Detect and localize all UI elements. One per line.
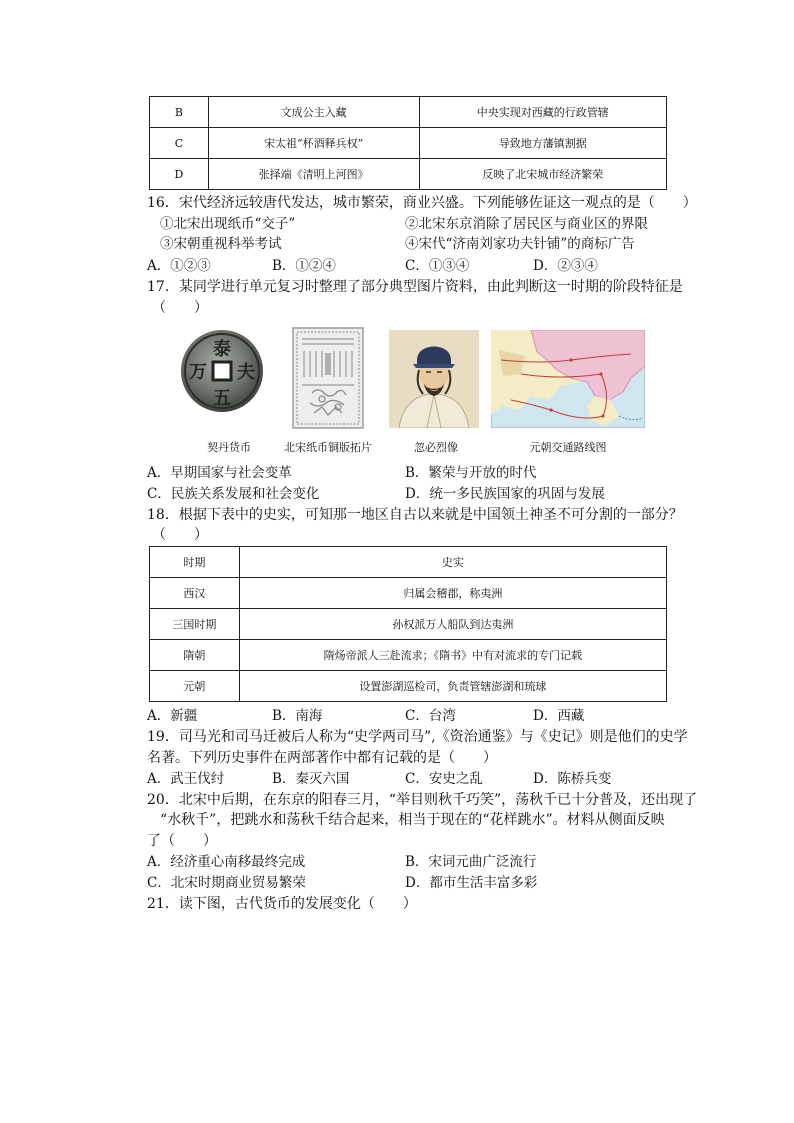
q16-option-a[interactable]: A．①②③ — [147, 258, 211, 274]
q17-stem: 17．某同学进行单元复习时整理了部分典型图片资料，由此判断这一时期的阶段特征是 — [147, 279, 683, 295]
q18-option-b[interactable]: B．南海 — [272, 708, 323, 724]
q16-item-4: ④宋代“济南刘家功夫针铺”的商标广告 — [405, 236, 635, 252]
q19-option-c[interactable]: C．安史之乱 — [405, 771, 483, 787]
table-row — [150, 640, 667, 671]
q16-item-2: ②北宋东京消除了居民区与商业区的界限 — [405, 216, 648, 232]
table-row — [150, 609, 667, 640]
fact-cell: 归属会稽郡，称夷洲 — [239, 578, 666, 609]
table-header-row — [150, 547, 667, 578]
q16-item-3: ③宋朝重视科举考试 — [160, 236, 282, 252]
q16-option-d[interactable]: D．②③④ — [533, 258, 598, 274]
q18-option-d[interactable]: D．西藏 — [533, 708, 585, 724]
q20-stem-line1: 20．北宋中后期，在东京的阳春三月，“举目则秋千巧笑”，荡秋千已十分普及，还出现了 — [147, 792, 698, 808]
q19-stem-line1: 19．司马光和司马迁被后人称为“史学两司马”,《资治通鉴》与《史记》则是他们的史学 — [147, 729, 688, 745]
q20-option-c[interactable]: C．北宋时期商业贸易繁荣 — [147, 875, 306, 891]
q17-option-a[interactable]: A．早期国家与社会变革 — [147, 465, 292, 481]
option-letter: B — [150, 97, 209, 128]
coin-char-top: 泰 — [213, 339, 231, 360]
period-cell: 隋朝 — [150, 640, 240, 671]
fact-cell: 孙权派万人船队到达夷洲 — [239, 609, 666, 640]
q17-option-c[interactable]: C．民族关系发展和社会变化 — [147, 486, 320, 502]
q17-option-d[interactable]: D．统一多民族国家的巩固与发展 — [405, 486, 605, 502]
q20-stem-line3: 了（ ） — [147, 833, 217, 849]
q21-stem: 21．读下图，古代货币的发展变化（ ） — [147, 896, 417, 912]
q20-stem-line2: “水秋千”，把跳水和荡秋千结合起来，相当于现在的“花样跳水”。材料从侧面反映 — [160, 812, 665, 828]
q19-stem-line2: 名著。下列历史事件在两部著作中都有记载的是（ ） — [147, 750, 497, 766]
q16-stem: 16．宋代经济远较唐代发达，城市繁荣，商业兴盛。下列能够佐证这一观点的是（ ） — [147, 195, 697, 211]
q17-stem-cont: （ ） — [152, 300, 208, 316]
result-cell: 反映了北宋城市经济繁荣 — [419, 159, 667, 190]
q19-option-b[interactable]: B．秦灭六国 — [272, 771, 350, 787]
caption-khitan-coin: 契丹货币 — [207, 441, 251, 454]
header-period: 时期 — [150, 547, 240, 578]
table-row — [150, 578, 667, 609]
q16-option-b[interactable]: B．①②④ — [272, 258, 336, 274]
coin-char-left: 万 — [189, 362, 207, 383]
coin-char-right: 夫 — [237, 362, 255, 383]
q17-option-b[interactable]: B．繁荣与开放的时代 — [405, 465, 537, 481]
q19-option-d[interactable]: D．陈桥兵变 — [533, 771, 612, 787]
q18-stem-cont: （ ） — [152, 527, 208, 543]
q20-option-b[interactable]: B．宋词元曲广泛流行 — [405, 854, 537, 870]
period-cell: 西汉 — [150, 578, 240, 609]
table-row — [150, 159, 667, 190]
khitan-coin-image — [180, 328, 264, 414]
period-cell: 三国时期 — [150, 609, 240, 640]
q16-item-1: ①北宋出现纸币“交子” — [160, 216, 296, 232]
q18-option-a[interactable]: A．新疆 — [147, 708, 198, 724]
yuan-route-map-image — [491, 330, 645, 428]
event-cell: 宋太祖“杯酒释兵权” — [208, 128, 419, 159]
coin-char-bottom: 五 — [213, 388, 231, 409]
fact-cell: 隋炀帝派人三赴流求；《隋书》中有对流求的专门记载 — [239, 640, 666, 671]
caption-paper-money-rubbing: 北宋纸币铜版拓片 — [284, 441, 372, 454]
result-cell: 导致地方藩镇割据 — [419, 128, 667, 159]
option-letter: D — [150, 159, 209, 190]
q15-table — [149, 96, 667, 190]
event-cell: 张择端《清明上河图》 — [208, 159, 419, 190]
caption-yuan-map: 元朝交通路线图 — [529, 441, 607, 454]
q19-option-a[interactable]: A．武王伐纣 — [147, 771, 225, 787]
q18-stem: 18．根据下表中的史实，可知那一地区自古以来就是中国领土神圣不可分割的一部分？ — [147, 507, 683, 523]
period-cell: 元朝 — [150, 671, 240, 702]
table-row — [150, 671, 667, 702]
q18-table — [149, 546, 667, 702]
caption-kublai-portrait: 忽必烈像 — [414, 441, 458, 454]
header-fact: 史实 — [239, 547, 666, 578]
q16-option-c[interactable]: C．①③④ — [405, 258, 470, 274]
q18-option-c[interactable]: C．台湾 — [405, 708, 456, 724]
event-cell: 文成公主入藏 — [208, 97, 419, 128]
table-row — [150, 128, 667, 159]
option-letter: C — [150, 128, 209, 159]
q20-option-a[interactable]: A．经济重心南移最终完成 — [147, 854, 306, 870]
result-cell: 中央实现对西藏的行政管辖 — [419, 97, 667, 128]
paper-money-rubbing-image — [292, 327, 364, 429]
table-row — [150, 97, 667, 128]
fact-cell: 设置澎湖巡检司，负责管辖澎湖和琉球 — [239, 671, 666, 702]
q20-option-d[interactable]: D．都市生活丰富多彩 — [405, 875, 538, 891]
kublai-khan-portrait-image — [389, 330, 479, 428]
